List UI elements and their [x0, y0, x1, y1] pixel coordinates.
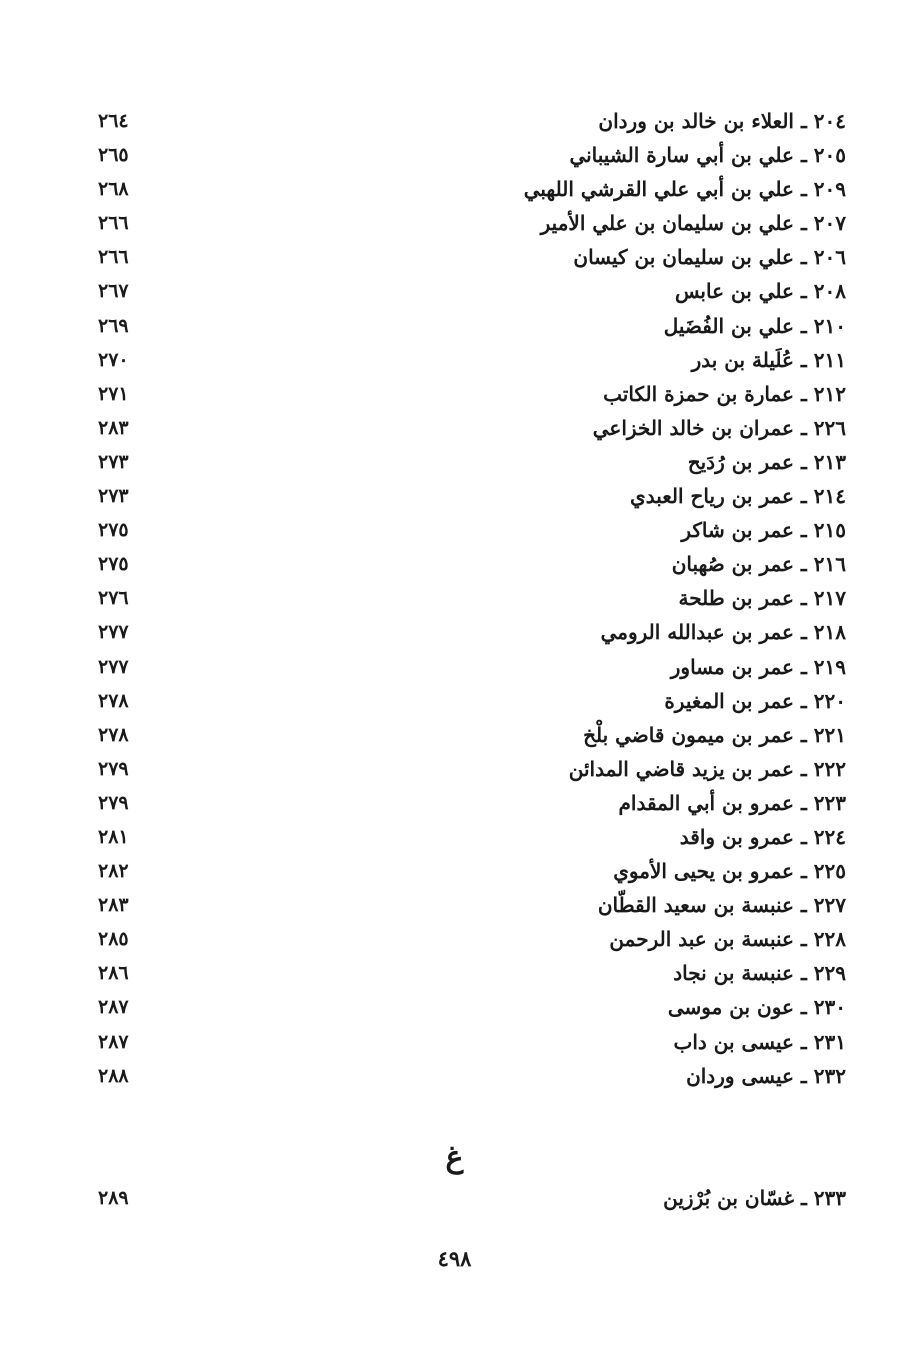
- index-entry: [90, 547, 850, 581]
- entry-name: ٢١٧ ـ عمر بن طلحة: [678, 586, 846, 611]
- index-entry: [90, 922, 850, 956]
- entry-page-number: ٢٦٨: [98, 178, 129, 201]
- entry-page-number: ٢٧٧: [98, 655, 129, 678]
- entry-page-number: ٢٨١: [98, 825, 129, 848]
- entry-page-number: ٢٧٨: [98, 723, 129, 746]
- index-entry: [90, 411, 850, 445]
- entry-page-number: ٢٧٩: [98, 791, 129, 814]
- entry-page-number: ٢٨٢: [98, 860, 129, 883]
- index-entry: [90, 718, 850, 752]
- entry-name: ٢٢٥ ـ عمرو بن يحيى الأموي: [613, 859, 846, 884]
- entry-page-number: ٢٦٦: [98, 212, 129, 235]
- index-entry: [90, 1059, 850, 1093]
- index-entry: [90, 240, 850, 274]
- index-entry: [90, 309, 850, 343]
- entry-name: ٢٠٥ ـ علي بن أبي سارة الشيباني: [569, 143, 846, 168]
- index-entry: [90, 479, 850, 513]
- entry-page-number: ٢٧٨: [98, 689, 129, 712]
- index-list: [90, 104, 850, 1093]
- entry-name: ٢٢١ ـ عمر بن ميمون قاضي بلْخ: [583, 722, 846, 747]
- index-entry: [90, 888, 850, 922]
- index-entry: [90, 513, 850, 547]
- entry-name: ٢١٤ ـ عمر بن رياح العبدي: [630, 484, 846, 509]
- entry-page-number: ٢٦٥: [98, 144, 129, 167]
- page-number: ٤٩٨: [437, 1246, 472, 1271]
- entry-name: ٢٢٤ ـ عمرو بن واقد: [679, 824, 846, 849]
- section-index-list: [90, 1181, 850, 1215]
- index-entry: [90, 1025, 850, 1059]
- entry-page-number: ٢٨٧: [98, 1030, 129, 1053]
- entry-name: ٢٢٣ ـ عمرو بن أبي المقدام: [618, 790, 846, 815]
- entry-page-number: ٢٦٤: [98, 110, 129, 132]
- entry-name: ٢٢٠ ـ عمر بن المغيرة: [664, 688, 846, 713]
- index-entry: [90, 990, 850, 1024]
- entry-name: ٢١٢ ـ عمارة بن حمزة الكاتب: [603, 381, 846, 406]
- entry-page-number: ٢٨٧: [98, 996, 129, 1019]
- index-entry: [90, 343, 850, 377]
- index-entry: [90, 172, 850, 206]
- entry-page-number: ٢٧٩: [98, 757, 129, 780]
- entry-name: ٢٢٧ ـ عنبسة بن سعيد القطّان: [597, 893, 846, 918]
- index-entry: [90, 206, 850, 240]
- entry-page-number: ٢٧٥: [98, 553, 129, 576]
- entry-name: ٢٠٧ ـ علي بن سليمان بن علي الأمير: [540, 211, 846, 236]
- entry-page-number: ٢٦٦: [98, 246, 129, 269]
- entry-name: ٢٠٦ ـ علي بن سليمان بن كيسان: [573, 245, 846, 270]
- index-entry: [90, 104, 850, 138]
- index-entry: [90, 684, 850, 718]
- index-entry: [90, 650, 850, 684]
- entry-name: ٢١٨ ـ عمر بن عبدالله الرومي: [600, 620, 846, 645]
- entry-name: ٢٠٨ ـ علي بن عابس: [674, 279, 846, 304]
- entry-page-number: ٢٨٥: [98, 928, 129, 951]
- entry-page-number: ٢٧٣: [98, 485, 129, 508]
- entry-page-number: ٢٨٦: [98, 962, 129, 985]
- entry-name: ٢١٣ ـ عمر بن رُدَيح: [687, 449, 846, 474]
- entry-name: ٢٢٦ ـ عمران بن خالد الخزاعي: [592, 415, 846, 440]
- entry-name: ٢٠٤ ـ العلاء بن خالد بن وردان: [598, 109, 846, 133]
- entry-name: ٢١٠ ـ علي بن الفُضَيل: [663, 313, 846, 338]
- index-entry: [90, 752, 850, 786]
- entry-name: ٢٣٣ ـ غسّان بن بُرْزين: [663, 1186, 846, 1210]
- entry-name: ٢١٥ ـ عمر بن شاكر: [681, 518, 846, 543]
- entry-page-number: ٢٨٣: [98, 894, 129, 917]
- entry-page-number: ٢٧٦: [98, 587, 129, 610]
- entry-page-number: ٢٧١: [98, 382, 129, 405]
- index-entry: [90, 956, 850, 990]
- index-entry: [90, 1181, 850, 1215]
- entry-page-number: ٢٨٣: [98, 416, 129, 439]
- entry-name: ٢٣٢ ـ عيسى وردان: [686, 1063, 846, 1088]
- index-entry: [90, 581, 850, 615]
- entry-name: ٢٠٩ ـ علي بن أبي علي القرشي اللهبي: [523, 177, 846, 202]
- entry-page-number: ٢٧٣: [98, 450, 129, 473]
- entry-name: ٢٢٩ ـ عنبسة بن نجاد: [673, 961, 846, 986]
- entry-page-number: ٢٧٠: [98, 348, 129, 371]
- index-entry: [90, 786, 850, 820]
- section-letter: غ: [445, 1140, 464, 1175]
- index-entry: [90, 820, 850, 854]
- index-entry: [90, 274, 850, 308]
- entry-page-number: ٢٨٨: [98, 1064, 129, 1087]
- entry-page-number: ٢٦٩: [98, 314, 129, 337]
- entry-page-number: ٢٨٩: [98, 1187, 129, 1209]
- entry-name: ٢١٩ ـ عمر بن مساور: [670, 654, 846, 679]
- entry-page-number: ٢٦٧: [98, 280, 129, 303]
- entry-name: ٢٢٨ ـ عنبسة بن عبد الرحمن: [609, 927, 846, 952]
- entry-page-number: ٢٧٥: [98, 519, 129, 542]
- entry-name: ٢٣١ ـ عيسى بن داب: [673, 1029, 846, 1054]
- index-entry: [90, 854, 850, 888]
- entry-name: ٢١٦ ـ عمر بن صُهبان: [671, 552, 846, 577]
- index-entry: [90, 138, 850, 172]
- entry-name: ٢١١ ـ عُلَيلة بن بدر: [691, 347, 846, 372]
- entry-name: ٢٢٢ ـ عمر بن يزيد قاضي المدائن: [568, 756, 846, 781]
- entry-page-number: ٢٧٧: [98, 621, 129, 644]
- entry-name: ٢٣٠ ـ عون بن موسى: [667, 995, 846, 1020]
- index-entry: [90, 445, 850, 479]
- index-entry: [90, 615, 850, 649]
- index-entry: [90, 377, 850, 411]
